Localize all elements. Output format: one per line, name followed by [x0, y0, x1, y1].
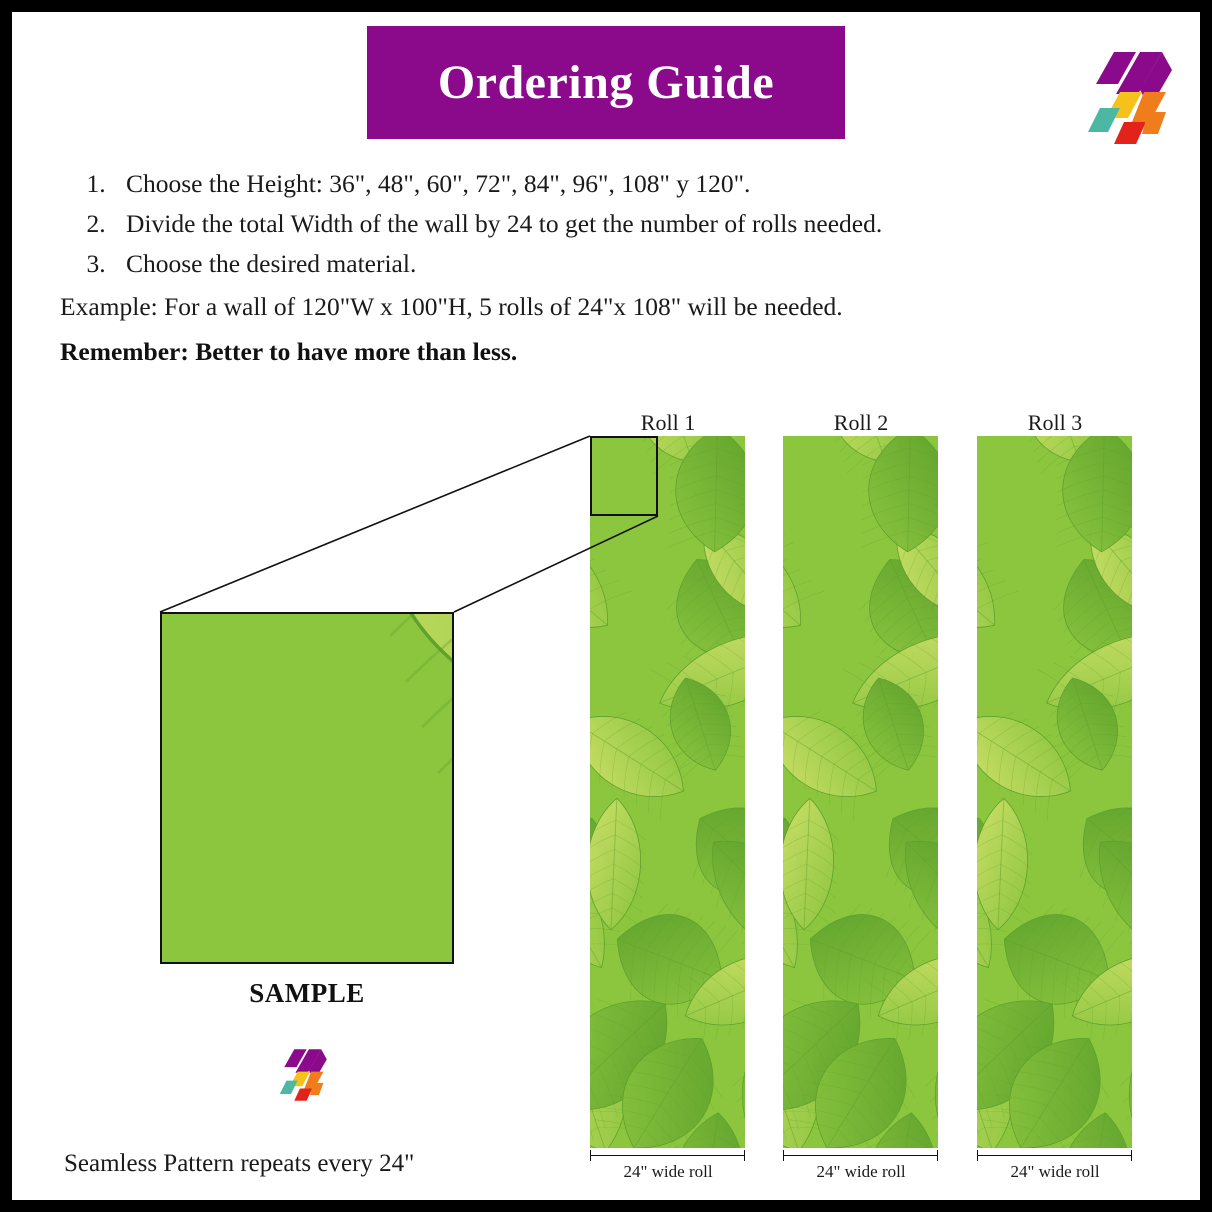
seamless-note: Seamless Pattern repeats every 24" [64, 1150, 415, 1177]
brand-logo [1062, 48, 1172, 148]
roll-3-label: Roll 3 [1027, 410, 1083, 435]
zoom-source-rect [590, 436, 658, 516]
step-item: 1. Choose the Height: 36", 48", 60", 72", 84", 96", 108" y 120". [112, 164, 1170, 204]
remember-text: Remember: Better to have more than less. [60, 337, 518, 366]
roll-3-dimension-line [977, 1155, 1132, 1156]
roll-2-dimension-label: 24" wide roll [816, 1162, 906, 1181]
example-text: Example: For a wall of 120"W x 100"H, 5 rolls of 24"x 108" will be needed. [60, 292, 843, 321]
brand-logo-small [265, 1047, 327, 1103]
step-item: 3. Choose the desired material. [112, 244, 1170, 284]
ordering-guide-page [12, 12, 1200, 1200]
steps-list [60, 164, 1170, 284]
roll-2-dimension-line [783, 1155, 938, 1156]
roll-2-image [783, 436, 938, 1148]
step-item: 2. Divide the total Width of the wall by 24 to get the number of rolls needed. [112, 204, 1170, 244]
sample-caption: SAMPLE [249, 978, 365, 1008]
roll-1-dimension-label: 24" wide roll [623, 1162, 713, 1181]
instructions-block [60, 164, 1170, 374]
roll-1-label: Roll 1 [640, 410, 696, 435]
sample-image [160, 612, 454, 964]
title-band [367, 26, 845, 139]
roll-1-image [590, 436, 745, 1148]
roll-2-label: Roll 2 [833, 410, 889, 435]
roll-1-dimension-line [590, 1155, 745, 1156]
page-title: Ordering Guide [437, 56, 775, 109]
roll-3-image [977, 436, 1132, 1148]
roll-3-dimension-label: 24" wide roll [1010, 1162, 1100, 1181]
